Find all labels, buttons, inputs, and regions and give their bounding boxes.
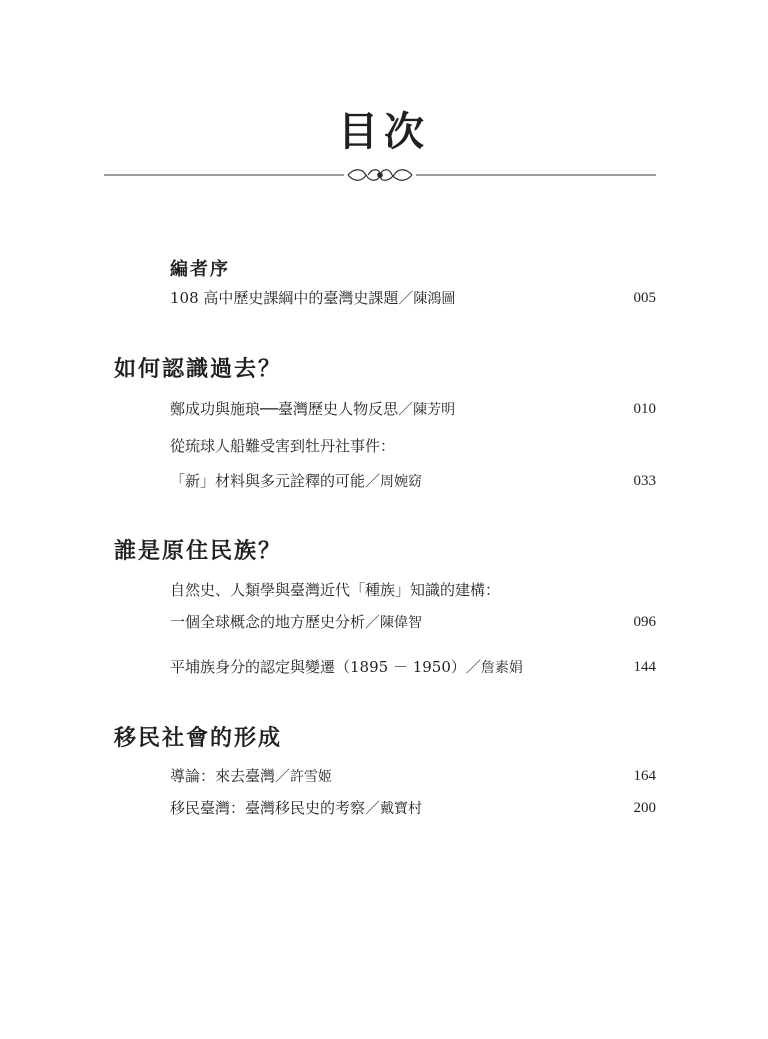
entry-title: 一個全球概念的地方歷史分析／: [170, 613, 381, 631]
entry-title: 移民臺灣：臺灣移民史的考察／: [170, 799, 381, 817]
section-heading-1: 如何認識過去？: [114, 356, 283, 382]
page-number: 096: [633, 614, 656, 630]
page-number: 010: [633, 401, 656, 417]
preface-heading: 編者序: [170, 259, 230, 280]
page-title: 目次: [338, 108, 430, 155]
toc-entry[interactable]: [170, 656, 523, 679]
ornament-divider: [104, 163, 656, 187]
entry-author: 周婉窈: [380, 474, 423, 490]
toc-entry-line2[interactable]: [170, 470, 422, 493]
entry-author: 許雪姬: [290, 769, 333, 785]
section-heading-3: 移民社會的形成: [114, 725, 283, 751]
toc-entry-line1[interactable]: 從琉球人船難受害到牡丹社事件：: [170, 437, 396, 455]
page-number: 033: [633, 473, 656, 489]
entry-title: 鄭成功與施琅──臺灣歷史人物反思／: [170, 400, 414, 418]
toc-entry[interactable]: [170, 797, 422, 820]
entry-title: 導論：來去臺灣／: [170, 767, 291, 785]
toc-entry-line1[interactable]: 自然史、人類學與臺灣近代「種族」知識的建構：: [170, 581, 501, 599]
scroll-ornament-icon: [348, 170, 412, 181]
toc-entry-preface[interactable]: [170, 287, 455, 310]
page-number: 144: [633, 659, 656, 675]
page-number: 164: [633, 768, 656, 784]
entry-title: 108 高中歷史課綱中的臺灣史課題／: [170, 289, 414, 307]
toc-entry-line2[interactable]: [170, 611, 422, 634]
entry-author: 陳偉智: [380, 615, 423, 631]
page-number: 200: [633, 800, 656, 816]
section-heading-2: 誰是原住民族？: [114, 538, 283, 564]
entry-title: 平埔族身分的認定與變遷（1895 － 1950）／: [170, 658, 481, 676]
entry-author: 戴寶村: [380, 801, 423, 817]
toc-entry[interactable]: [170, 765, 332, 788]
page-number: 005: [633, 290, 656, 306]
entry-author: 陳芳明: [413, 402, 456, 418]
entry-title: 「新」材料與多元詮釋的可能／: [170, 472, 381, 490]
entry-author: 陳鴻圖: [413, 291, 456, 307]
toc-entry[interactable]: [170, 398, 455, 421]
entry-author: 詹素娟: [480, 660, 523, 676]
